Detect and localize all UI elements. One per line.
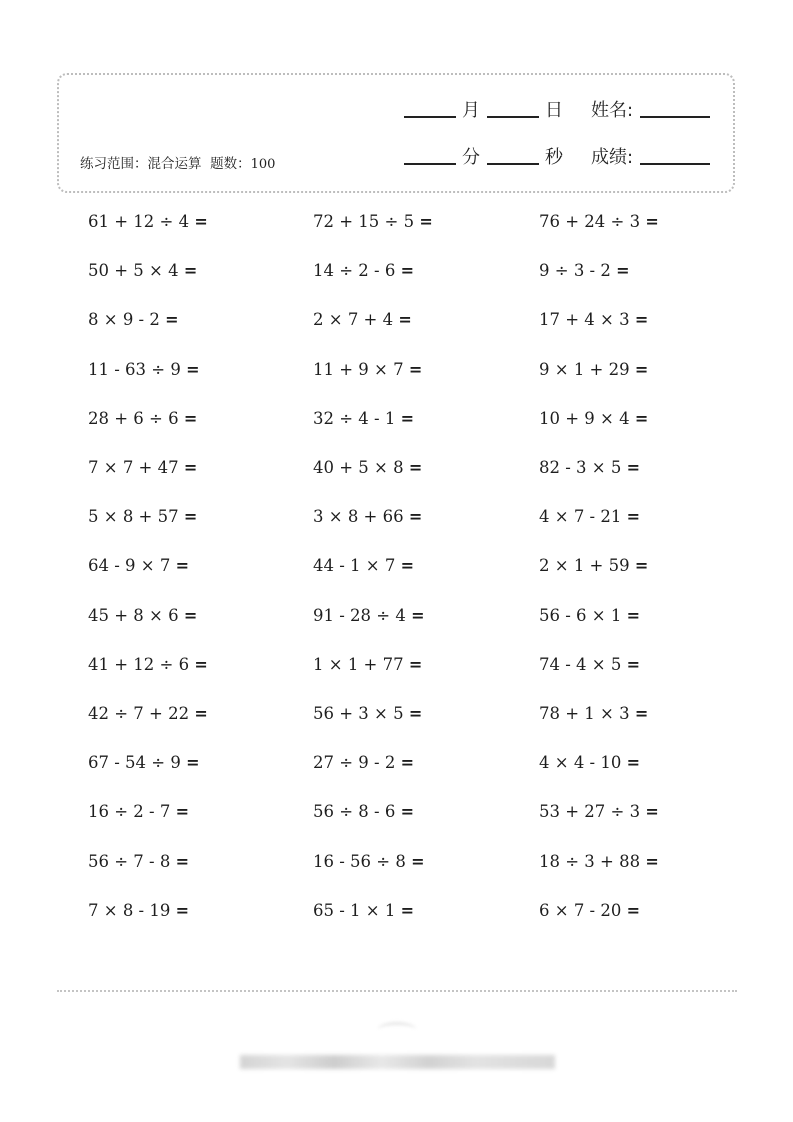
equals-sign: = xyxy=(634,556,649,576)
problem-expression: 9 ÷ 3 - 2 xyxy=(539,261,617,281)
problem-expression: 2 × 7 + 4 xyxy=(313,310,399,330)
problem-expression: 11 + 9 × 7 xyxy=(313,359,409,379)
problem-expression: 76 + 24 ÷ 3 xyxy=(539,212,646,231)
problem-item xyxy=(539,261,630,281)
problem-expression: 56 - 6 × 1 xyxy=(539,605,627,625)
problem-expression: 1 × 1 + 77 xyxy=(313,654,409,674)
equals-sign: = xyxy=(645,212,659,231)
problem-expression: 3 × 8 + 66 xyxy=(313,507,409,527)
problem-item xyxy=(313,753,414,773)
equals-sign: = xyxy=(183,261,198,281)
second-label: 秒 xyxy=(545,147,563,168)
problem-expression: 64 - 9 × 7 xyxy=(88,556,176,576)
equals-sign: = xyxy=(645,802,659,822)
problem-expression: 50 + 5 × 4 xyxy=(88,261,184,281)
problem-item xyxy=(539,310,648,330)
equals-sign: = xyxy=(175,556,190,576)
problem-item xyxy=(88,704,208,724)
practice-scope xyxy=(80,152,275,172)
equals-sign: = xyxy=(400,408,415,428)
equals-sign: = xyxy=(634,359,649,379)
equals-sign: = xyxy=(175,900,190,920)
blurred-watermark-logo xyxy=(378,1022,416,1037)
problem-expression: 16 - 56 ÷ 8 xyxy=(313,851,412,871)
problem-item xyxy=(313,704,422,724)
problem-item xyxy=(88,802,189,822)
problem-item xyxy=(539,704,648,724)
equals-sign: = xyxy=(400,802,415,822)
name-label: 姓名: xyxy=(591,100,634,121)
problem-expression: 72 + 15 ÷ 5 xyxy=(313,212,420,231)
problem-item xyxy=(88,507,197,527)
problem-item xyxy=(539,212,659,232)
equals-sign: = xyxy=(411,605,425,625)
problem-item xyxy=(313,655,422,675)
problem-expression: 9 × 1 + 29 xyxy=(539,359,635,379)
problem-expression: 16 ÷ 2 - 7 xyxy=(88,802,176,822)
problem-item xyxy=(313,606,425,626)
problem-expression: 56 ÷ 7 - 8 xyxy=(88,851,176,871)
problem-expression: 7 × 8 - 19 xyxy=(88,900,176,920)
problem-expression: 28 + 6 ÷ 6 xyxy=(88,408,184,428)
problem-item xyxy=(313,212,433,232)
equals-sign: = xyxy=(408,359,423,379)
equals-sign: = xyxy=(419,212,433,231)
problem-item xyxy=(88,409,197,429)
equals-sign: = xyxy=(626,605,641,625)
problem-item xyxy=(539,409,648,429)
problem-item xyxy=(88,852,189,872)
problem-item xyxy=(313,458,422,478)
problem-expression: 56 + 3 × 5 xyxy=(313,704,409,723)
problem-expression: 6 × 7 - 20 xyxy=(539,900,627,920)
problem-expression: 4 × 4 - 10 xyxy=(539,753,627,773)
problem-item xyxy=(88,458,197,478)
equals-sign: = xyxy=(165,310,179,330)
problem-item xyxy=(539,360,648,380)
equals-sign: = xyxy=(408,507,423,527)
problem-expression: 18 ÷ 3 + 88 xyxy=(539,851,646,871)
problem-item xyxy=(313,409,414,429)
score-label: 成绩: xyxy=(591,147,634,168)
equals-sign: = xyxy=(194,704,208,723)
problem-expression: 82 - 3 × 5 xyxy=(539,458,627,477)
equals-sign: = xyxy=(194,212,208,231)
problem-expression: 11 - 63 ÷ 9 xyxy=(88,359,187,379)
equals-sign: = xyxy=(626,654,641,674)
minute-blank[interactable] xyxy=(404,163,456,165)
footer-divider xyxy=(57,990,737,992)
problem-expression: 74 - 4 × 5 xyxy=(539,654,627,674)
equals-sign: = xyxy=(175,802,190,822)
problem-expression: 14 ÷ 2 - 6 xyxy=(313,261,401,281)
equals-sign: = xyxy=(645,851,659,871)
month-label: 月 xyxy=(462,100,480,121)
equals-sign: = xyxy=(408,458,423,477)
equals-sign: = xyxy=(400,900,415,920)
problem-item xyxy=(313,310,412,330)
minute-label: 分 xyxy=(462,147,480,168)
problem-expression: 2 × 1 + 59 xyxy=(539,556,635,576)
problem-item xyxy=(313,802,414,822)
score-blank[interactable] xyxy=(640,163,710,165)
equals-sign: = xyxy=(183,507,198,527)
problem-expression: 5 × 8 + 57 xyxy=(88,507,184,527)
equals-sign: = xyxy=(183,458,198,477)
problem-item xyxy=(539,507,640,527)
problem-expression: 42 ÷ 7 + 22 xyxy=(88,704,195,723)
question-count: 100 xyxy=(250,157,276,172)
blurred-footer-text xyxy=(240,1055,555,1069)
equals-sign: = xyxy=(634,408,649,428)
problem-expression: 10 + 9 × 4 xyxy=(539,408,635,428)
problem-expression: 4 × 7 - 21 xyxy=(539,507,627,527)
equals-sign: = xyxy=(186,359,200,379)
equals-sign: = xyxy=(194,654,208,674)
problem-item xyxy=(88,556,189,576)
practice-scope-text: 练习范围：混合运算 题数： xyxy=(80,156,251,172)
problem-expression: 8 × 9 - 2 xyxy=(88,310,166,330)
problem-item xyxy=(539,556,648,576)
equals-sign: = xyxy=(408,654,423,674)
problem-item xyxy=(539,458,640,478)
problem-item xyxy=(88,310,179,330)
problem-item xyxy=(313,507,422,527)
name-blank[interactable] xyxy=(640,116,710,118)
problem-item xyxy=(88,606,197,626)
equals-sign: = xyxy=(408,704,423,723)
equals-sign: = xyxy=(175,851,190,871)
equals-sign: = xyxy=(626,900,641,920)
problem-item xyxy=(88,901,189,921)
problem-item xyxy=(539,901,640,921)
problem-item xyxy=(88,261,197,281)
problem-expression: 7 × 7 + 47 xyxy=(88,458,184,477)
problem-expression: 61 + 12 ÷ 4 xyxy=(88,212,195,231)
problem-item xyxy=(88,212,208,232)
problem-expression: 44 - 1 × 7 xyxy=(313,556,401,576)
month-blank[interactable] xyxy=(404,116,456,118)
second-blank[interactable] xyxy=(487,163,539,165)
worksheet-header-box xyxy=(57,73,735,193)
equals-sign: = xyxy=(411,851,425,871)
problem-item xyxy=(313,261,414,281)
equals-sign: = xyxy=(398,310,412,330)
equals-sign: = xyxy=(634,704,649,723)
equals-sign: = xyxy=(626,458,641,477)
problem-item xyxy=(313,852,425,872)
problem-item xyxy=(88,360,200,380)
equals-sign: = xyxy=(626,753,641,773)
equals-sign: = xyxy=(400,556,415,576)
problem-item xyxy=(539,852,659,872)
equals-sign: = xyxy=(183,408,198,428)
problem-item xyxy=(88,753,200,773)
problem-expression: 45 + 8 × 6 xyxy=(88,605,184,625)
problem-expression: 78 + 1 × 3 xyxy=(539,704,635,723)
problem-expression: 91 - 28 ÷ 4 xyxy=(313,605,412,625)
problem-item xyxy=(313,901,414,921)
equals-sign: = xyxy=(626,507,641,527)
problem-item xyxy=(539,802,659,822)
equals-sign: = xyxy=(616,261,630,281)
problem-expression: 67 - 54 ÷ 9 xyxy=(88,753,187,773)
equals-sign: = xyxy=(400,753,415,773)
problem-expression: 56 ÷ 8 - 6 xyxy=(313,802,401,822)
equals-sign: = xyxy=(400,261,415,281)
equals-sign: = xyxy=(634,310,649,330)
problem-expression: 40 + 5 × 8 xyxy=(313,458,409,477)
problem-item xyxy=(539,753,640,773)
problem-expression: 32 ÷ 4 - 1 xyxy=(313,408,401,428)
equals-sign: = xyxy=(186,753,200,773)
problem-item xyxy=(539,655,640,675)
problem-item xyxy=(313,360,422,380)
equals-sign: = xyxy=(183,605,198,625)
problem-expression: 53 + 27 ÷ 3 xyxy=(539,802,646,822)
day-blank[interactable] xyxy=(487,116,539,118)
problem-expression: 27 ÷ 9 - 2 xyxy=(313,753,401,773)
problem-expression: 65 - 1 × 1 xyxy=(313,900,401,920)
problem-expression: 17 + 4 × 3 xyxy=(539,310,635,330)
problem-item xyxy=(539,606,640,626)
problem-expression: 41 + 12 ÷ 6 xyxy=(88,654,195,674)
problem-item xyxy=(313,556,414,576)
day-label: 日 xyxy=(545,100,563,121)
problem-item xyxy=(88,655,208,675)
